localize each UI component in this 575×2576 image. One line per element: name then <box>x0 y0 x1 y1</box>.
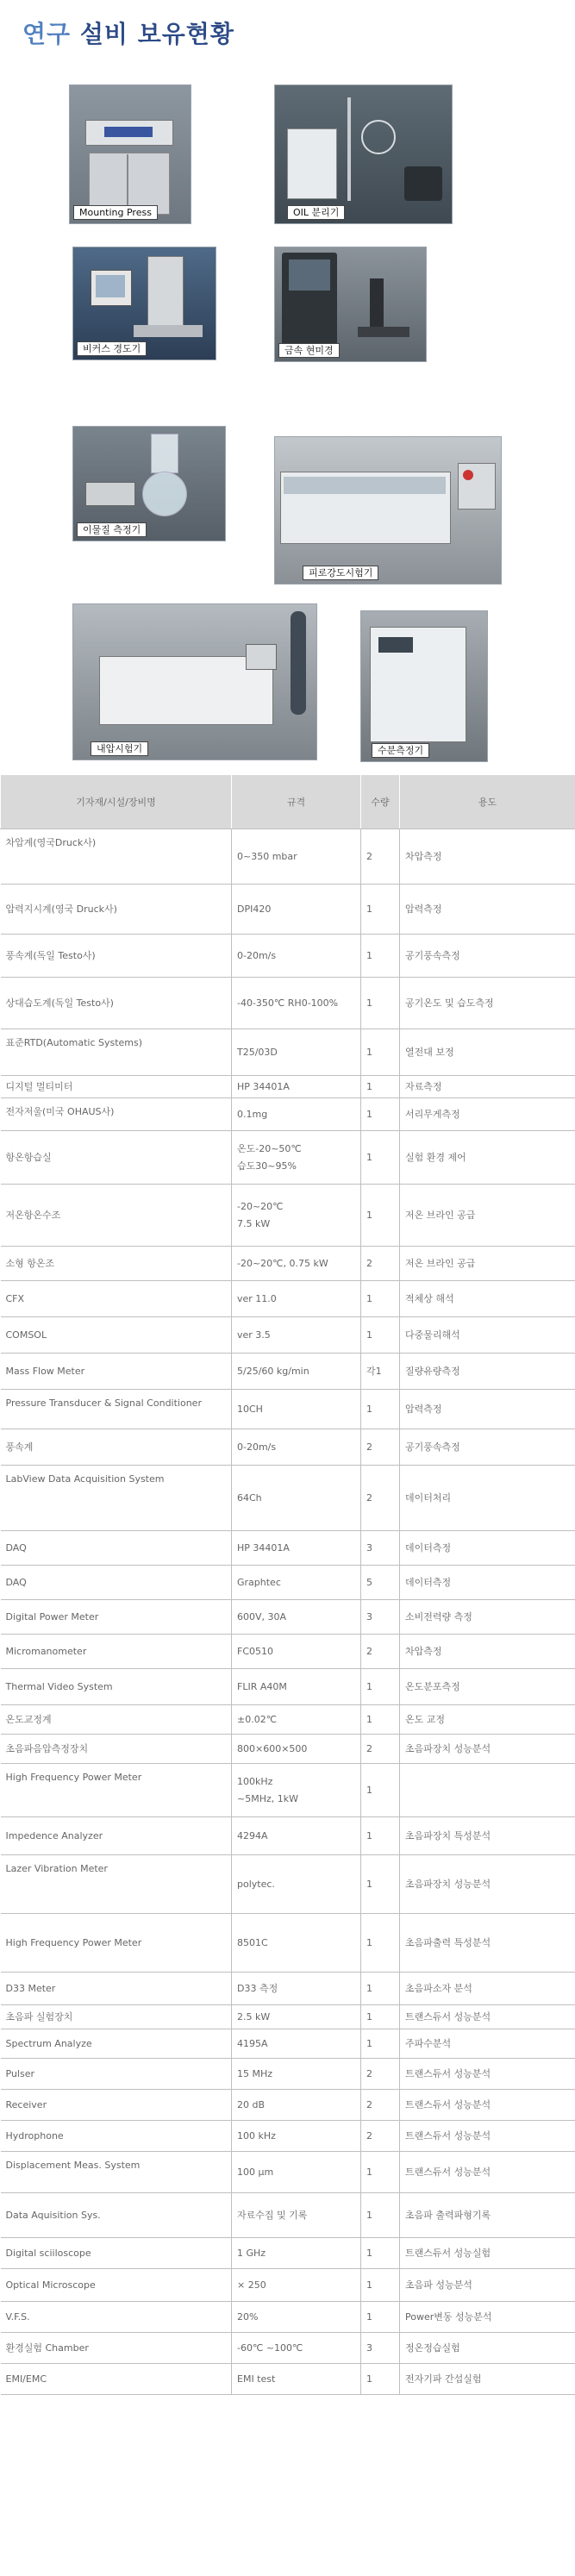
cell-spec: 2.5 kW <box>232 2005 361 2029</box>
table-row <box>1 1466 575 1531</box>
cell-use: 트랜스듀서 성능분석 <box>400 2005 575 2029</box>
cell-name: 온도교정계 <box>1 1705 232 1735</box>
cell-use: 저온 브라인 공급 <box>400 1185 575 1247</box>
cell-qty: 1 <box>361 1076 400 1098</box>
cell-use: 데이터측정 <box>400 1531 575 1566</box>
cell-use: 초음파 성능분석 <box>400 2269 575 2302</box>
photo-mounting-press <box>69 84 191 224</box>
cell-name: Pressure Transducer & Signal Conditioner <box>1 1390 232 1429</box>
cell-use <box>400 1764 575 1817</box>
cell-name: Impedence Analyzer <box>1 1817 232 1855</box>
table-row <box>1 1735 575 1764</box>
cell-use: 트랜스듀서 성능분석 <box>400 2152 575 2193</box>
cell-use: 소비전력량 측정 <box>400 1600 575 1635</box>
cell-use: 공기온도 및 습도측정 <box>400 978 575 1029</box>
table-row <box>1 1029 575 1076</box>
cell-name: 디지털 멀티미터 <box>1 1076 232 1098</box>
table-row <box>1 1855 575 1914</box>
cell-spec: ver 11.0 <box>232 1281 361 1317</box>
table-row <box>1 1817 575 1855</box>
cell-spec: FLIR A40M <box>232 1669 361 1705</box>
cell-spec: 0~350 mbar <box>232 829 361 885</box>
cell-qty: 5 <box>361 1566 400 1600</box>
cell-use: 초음파장치 특성분석 <box>400 1817 575 1855</box>
cell-use: 전자기파 간섭실험 <box>400 2364 575 2395</box>
cell-spec: 자료수집 및 기록 <box>232 2193 361 2238</box>
photo-caption: 비커스 경도기 <box>77 341 147 356</box>
cell-name: V.F.S. <box>1 2302 232 2333</box>
cell-spec: 1 GHz <box>232 2238 361 2269</box>
table-row <box>1 1076 575 1098</box>
cell-use: 정온정습실험 <box>400 2333 575 2364</box>
cell-qty: 2 <box>361 1635 400 1669</box>
cell-name: COMSOL <box>1 1317 232 1354</box>
cell-spec: 100kHz ~5MHz, 1kW <box>232 1764 361 1817</box>
cell-use: 공기풍속측정 <box>400 935 575 978</box>
table-row <box>1 978 575 1029</box>
cell-use: 초음파소자 분석 <box>400 1973 575 2005</box>
photo-caption: 피로강도시험기 <box>303 566 378 580</box>
cell-use: 실험 환경 제어 <box>400 1131 575 1185</box>
cell-qty: 1 <box>361 2193 400 2238</box>
cell-qty: 각1 <box>361 1354 400 1390</box>
header-spec: 규격 <box>232 775 361 829</box>
cell-name: 환경실험 Chamber <box>1 2333 232 2364</box>
table-row <box>1 2302 575 2333</box>
cell-qty: 2 <box>361 1735 400 1764</box>
table-row <box>1 2269 575 2302</box>
photo-moisture-meter <box>360 610 488 762</box>
table-row <box>1 2364 575 2395</box>
table-row <box>1 1131 575 1185</box>
cell-name: 항온항습실 <box>1 1131 232 1185</box>
cell-qty: 1 <box>361 1973 400 2005</box>
cell-spec: 온도-20~50℃ 습도30~95% <box>232 1131 361 1185</box>
cell-name: Pulser <box>1 2059 232 2090</box>
cell-name: Digital Power Meter <box>1 1600 232 1635</box>
cell-qty: 1 <box>361 1029 400 1076</box>
photo-caption: 이물질 측정기 <box>77 522 147 537</box>
table-body <box>1 829 575 2395</box>
photo-metal-microscope <box>274 247 427 362</box>
cell-qty: 1 <box>361 1914 400 1973</box>
photo-caption: 금속 현미경 <box>278 343 340 358</box>
table-row <box>1 2333 575 2364</box>
cell-qty: 1 <box>361 885 400 935</box>
cell-use: 질량유량측정 <box>400 1354 575 1390</box>
cell-spec: ver 3.5 <box>232 1317 361 1354</box>
cell-use: 데이터처리 <box>400 1466 575 1531</box>
table-row <box>1 1247 575 1281</box>
cell-use: 열전대 보정 <box>400 1029 575 1076</box>
table-row <box>1 1566 575 1600</box>
cell-spec: 10CH <box>232 1390 361 1429</box>
table-row <box>1 1390 575 1429</box>
cell-name: High Frequency Power Meter <box>1 1764 232 1817</box>
cell-qty: 1 <box>361 935 400 978</box>
cell-spec: 4294A <box>232 1817 361 1855</box>
cell-qty: 1 <box>361 2238 400 2269</box>
table-row <box>1 1185 575 1247</box>
table-row <box>1 2152 575 2193</box>
cell-spec: × 250 <box>232 2269 361 2302</box>
cell-qty: 2 <box>361 1247 400 1281</box>
cell-qty: 1 <box>361 2269 400 2302</box>
photo-contaminant-meter <box>72 426 226 541</box>
cell-name: 차압계(영국Druck사) <box>1 829 232 885</box>
table-row <box>1 1531 575 1566</box>
photo-vickers-hardness-tester <box>72 247 216 360</box>
cell-spec: 100 kHz <box>232 2121 361 2152</box>
cell-spec: 8501C <box>232 1914 361 1973</box>
title-part2: 설비 보유현황 <box>71 20 234 48</box>
table-row <box>1 1764 575 1817</box>
cell-spec: -40-350℃ RH0-100% <box>232 978 361 1029</box>
table-row <box>1 829 575 885</box>
cell-spec: HP 34401A <box>232 1531 361 1566</box>
cell-spec: -60℃ ~100℃ <box>232 2333 361 2364</box>
table-row <box>1 2029 575 2059</box>
photo-pressure-tester <box>72 603 317 760</box>
cell-qty: 1 <box>361 1817 400 1855</box>
cell-qty: 2 <box>361 2121 400 2152</box>
cell-use: 다중물리해석 <box>400 1317 575 1354</box>
cell-qty: 1 <box>361 1098 400 1131</box>
cell-qty: 1 <box>361 1131 400 1185</box>
title-part1: 연구 <box>22 20 72 48</box>
cell-spec: FC0510 <box>232 1635 361 1669</box>
table-row <box>1 935 575 978</box>
cell-spec: HP 34401A <box>232 1076 361 1098</box>
cell-name: 표준RTD(Automatic Systems) <box>1 1029 232 1076</box>
cell-use: 서리무게측정 <box>400 1098 575 1131</box>
cell-use: 차압측정 <box>400 1635 575 1669</box>
cell-use: Power변동 성능분석 <box>400 2302 575 2333</box>
cell-spec: 800×600×500 <box>232 1735 361 1764</box>
cell-name: 풍속계 <box>1 1429 232 1466</box>
cell-qty: 1 <box>361 1317 400 1354</box>
cell-use: 초음파장치 성능분석 <box>400 1855 575 1914</box>
cell-qty: 1 <box>361 1281 400 1317</box>
cell-use: 압력측정 <box>400 885 575 935</box>
photo-oil-separator <box>274 84 453 224</box>
table-row <box>1 1281 575 1317</box>
cell-qty: 2 <box>361 829 400 885</box>
cell-name: Spectrum Analyze <box>1 2029 232 2059</box>
cell-name: Optical Microscope <box>1 2269 232 2302</box>
cell-spec: 0-20m/s <box>232 1429 361 1466</box>
cell-use: 저온 브라인 공급 <box>400 1247 575 1281</box>
cell-spec: ±0.02℃ <box>232 1705 361 1735</box>
cell-name: 압력지시계(영국 Druck사) <box>1 885 232 935</box>
cell-name: Data Aquisition Sys. <box>1 2193 232 2238</box>
cell-use: 압력측정 <box>400 1390 575 1429</box>
cell-qty: 2 <box>361 1466 400 1531</box>
cell-name: Thermal Video System <box>1 1669 232 1705</box>
table-row <box>1 1669 575 1705</box>
cell-name: CFX <box>1 1281 232 1317</box>
cell-use: 차압측정 <box>400 829 575 885</box>
cell-name: Micromanometer <box>1 1635 232 1669</box>
table-row <box>1 1354 575 1390</box>
cell-spec: 4195A <box>232 2029 361 2059</box>
cell-use: 초음파 출력파형기록 <box>400 2193 575 2238</box>
cell-use: 트랜스듀서 성능분석 <box>400 2090 575 2121</box>
cell-name: 초음파음압측정장치 <box>1 1735 232 1764</box>
cell-name: Lazer Vibration Meter <box>1 1855 232 1914</box>
cell-name: Displacement Meas. System <box>1 2152 232 2193</box>
table-row <box>1 2238 575 2269</box>
table-row <box>1 1635 575 1669</box>
table-row <box>1 1914 575 1973</box>
cell-name: 저온항온수조 <box>1 1185 232 1247</box>
cell-spec: 20 dB <box>232 2090 361 2121</box>
cell-spec: polytec. <box>232 1855 361 1914</box>
cell-spec: EMI test <box>232 2364 361 2395</box>
cell-qty: 1 <box>361 978 400 1029</box>
table-row <box>1 2121 575 2152</box>
table-row <box>1 1429 575 1466</box>
cell-use: 초음파출력 특성분석 <box>400 1914 575 1973</box>
table-row <box>1 1098 575 1131</box>
table-row <box>1 885 575 935</box>
cell-qty: 1 <box>361 1705 400 1735</box>
cell-use: 온도분포측정 <box>400 1669 575 1705</box>
cell-name: 소형 항온조 <box>1 1247 232 1281</box>
cell-use: 데이터측정 <box>400 1566 575 1600</box>
cell-qty: 1 <box>361 1390 400 1429</box>
cell-qty: 1 <box>361 2364 400 2395</box>
header-name: 기자재/시설/장비명 <box>1 775 232 829</box>
cell-use: 트랜스듀서 성능실험 <box>400 2238 575 2269</box>
cell-qty: 3 <box>361 2333 400 2364</box>
cell-name: 풍속계(독일 Testo사) <box>1 935 232 978</box>
cell-spec: 0-20m/s <box>232 935 361 978</box>
cell-name: Mass Flow Meter <box>1 1354 232 1390</box>
cell-spec: -20~20℃ 7.5 kW <box>232 1185 361 1247</box>
cell-name: D33 Meter <box>1 1973 232 2005</box>
cell-spec: -20~20℃, 0.75 kW <box>232 1247 361 1281</box>
table-row <box>1 1705 575 1735</box>
cell-use: 공기풍속측정 <box>400 1429 575 1466</box>
table-row <box>1 1317 575 1354</box>
cell-qty: 1 <box>361 2005 400 2029</box>
cell-name: Receiver <box>1 2090 232 2121</box>
table-header-row <box>1 775 575 829</box>
cell-spec: 64Ch <box>232 1466 361 1531</box>
cell-qty: 1 <box>361 1669 400 1705</box>
cell-name: 초음파 실험장치 <box>1 2005 232 2029</box>
cell-qty: 2 <box>361 1429 400 1466</box>
cell-name: 상대습도계(독일 Testo사) <box>1 978 232 1029</box>
cell-use: 트랜스듀서 성능분석 <box>400 2059 575 2090</box>
cell-name: Hydrophone <box>1 2121 232 2152</box>
table-row <box>1 1600 575 1635</box>
cell-spec: 100 μm <box>232 2152 361 2193</box>
photo-caption: Mounting Press <box>73 205 158 220</box>
cell-qty: 1 <box>361 1185 400 1247</box>
cell-name: Digital sciiloscope <box>1 2238 232 2269</box>
cell-name: DAQ <box>1 1531 232 1566</box>
cell-spec: 15 MHz <box>232 2059 361 2090</box>
table-row <box>1 1973 575 2005</box>
cell-use: 적체상 해석 <box>400 1281 575 1317</box>
header-use: 용도 <box>400 775 575 829</box>
cell-spec: 5/25/60 kg/min <box>232 1354 361 1390</box>
cell-qty: 3 <box>361 1600 400 1635</box>
photo-fatigue-tester <box>274 436 502 585</box>
cell-name: LabView Data Acquisition System <box>1 1466 232 1531</box>
cell-spec: Graphtec <box>232 1566 361 1600</box>
cell-spec: T25/03D <box>232 1029 361 1076</box>
cell-qty: 3 <box>361 1531 400 1566</box>
cell-spec: 0.1mg <box>232 1098 361 1131</box>
cell-spec: 20% <box>232 2302 361 2333</box>
table-row <box>1 2059 575 2090</box>
cell-spec: DPI420 <box>232 885 361 935</box>
cell-name: DAQ <box>1 1566 232 1600</box>
equipment-table <box>0 774 575 2395</box>
cell-use: 트랜스듀서 성능분석 <box>400 2121 575 2152</box>
cell-use: 온도 교정 <box>400 1705 575 1735</box>
cell-qty: 1 <box>361 2302 400 2333</box>
cell-qty: 2 <box>361 2090 400 2121</box>
photo-caption: 수분측정기 <box>372 743 429 758</box>
cell-use: 자료측정 <box>400 1076 575 1098</box>
photo-caption: OIL 분리기 <box>287 205 345 220</box>
photo-caption: 내압시험기 <box>91 741 148 756</box>
cell-qty: 2 <box>361 2059 400 2090</box>
cell-spec: D33 측정 <box>232 1973 361 2005</box>
table-row <box>1 2005 575 2029</box>
cell-qty: 1 <box>361 1764 400 1817</box>
cell-qty: 1 <box>361 2152 400 2193</box>
cell-name: 전자저울(미국 OHAUS사) <box>1 1098 232 1131</box>
header-qty: 수량 <box>361 775 400 829</box>
cell-name: EMI/EMC <box>1 2364 232 2395</box>
cell-qty: 1 <box>361 2029 400 2059</box>
cell-spec: 600V, 30A <box>232 1600 361 1635</box>
cell-use: 초음파장치 성능분석 <box>400 1735 575 1764</box>
table-row <box>1 2090 575 2121</box>
table-row <box>1 2193 575 2238</box>
cell-name: High Frequency Power Meter <box>1 1914 232 1973</box>
page-title <box>22 16 234 50</box>
cell-qty: 1 <box>361 1855 400 1914</box>
cell-use: 주파수분석 <box>400 2029 575 2059</box>
